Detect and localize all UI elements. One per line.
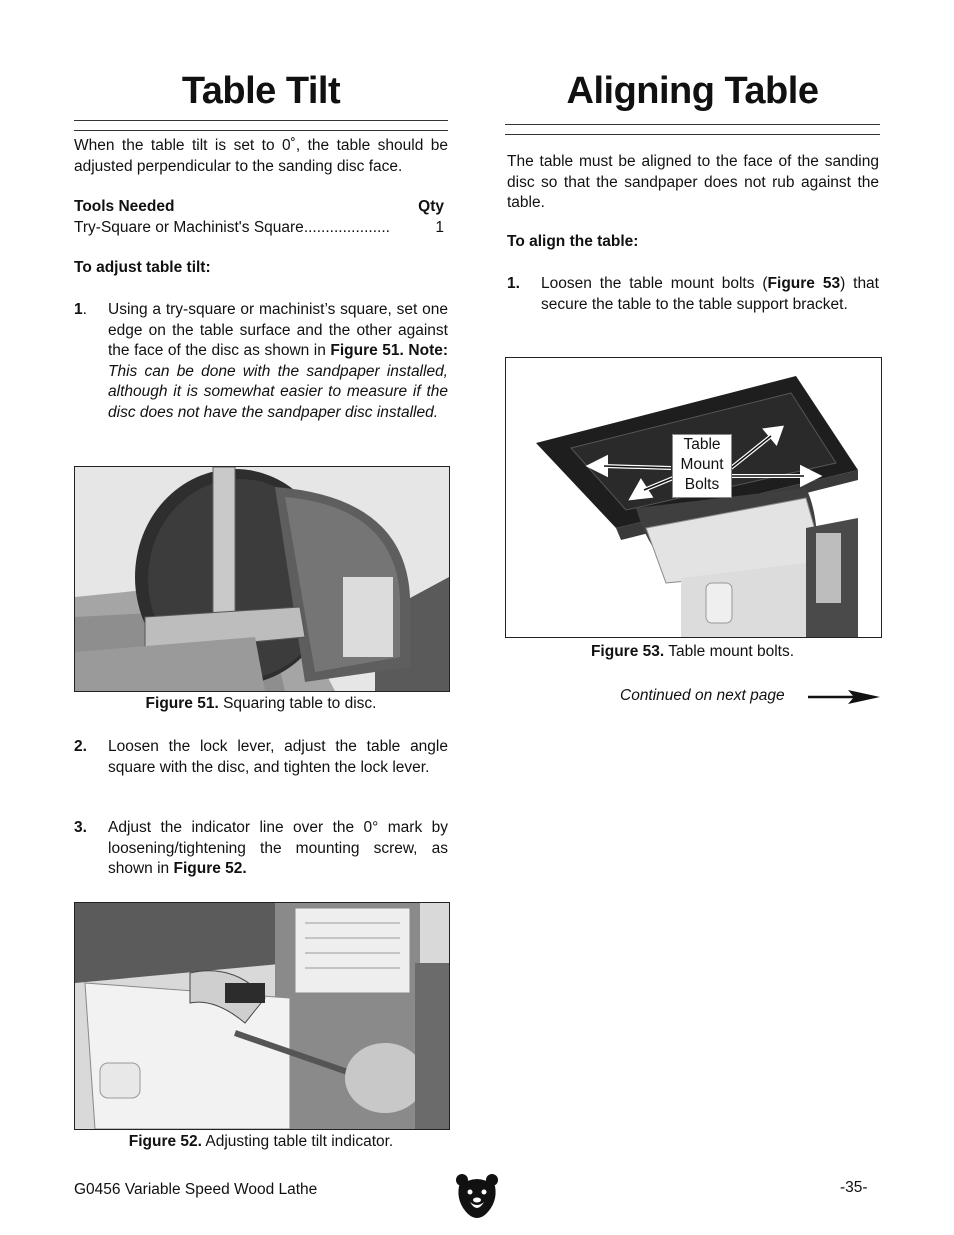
tool-item-dots: .................... xyxy=(303,219,390,236)
figure-52-image xyxy=(74,902,450,1130)
align-header: To align the table: xyxy=(507,233,639,250)
figure-53-caption: Figure 53. Table mount bolts. xyxy=(590,643,795,660)
qty-header-label: Qty xyxy=(418,198,444,215)
step-text: Loosen the table mount bolts (Figure 53) that secure the table to the table support bracket. xyxy=(541,275,879,313)
step-number: 1. xyxy=(74,301,87,318)
step-1-align xyxy=(507,274,879,338)
bear-head-logo-icon xyxy=(456,1172,498,1222)
page-number: -35- xyxy=(840,1179,868,1196)
step-text: Adjust the indicator line over the 0° mark by loosening/tightening the mounting screw, as shown in Figure 52. xyxy=(108,819,448,877)
footer-model: G0456 Variable Speed Wood Lathe xyxy=(74,1181,318,1198)
title-rule-left xyxy=(74,120,448,121)
step-text: Using a try-square or machinist’s square, set one edge on the table surface and the other against the face of the disc as shown in Figure 51. Note: This can be done with the sandpaper installed, although it is somewhat easier to measure if the disc does not have the sandpaper disc installed. xyxy=(108,301,449,421)
tool-item-qty: 1 xyxy=(435,219,444,236)
tool-item-row xyxy=(74,219,444,237)
title-rule-right xyxy=(505,124,880,125)
figure-52-caption: Figure 52. Adjusting table tilt indicator. xyxy=(128,1133,394,1150)
right-arrow-icon xyxy=(808,689,880,705)
step-number: 2. xyxy=(74,738,87,755)
table-tilt-intro: When the table tilt is set to 0˚, the table should be adjusted perpendicular to the sanding disc face. xyxy=(74,137,448,175)
callout-line-3: Bolts xyxy=(684,476,720,493)
aligning-table-intro: The table must be aligned to the face of the sanding disc so that the sandpaper does not rub against the table. xyxy=(507,153,879,211)
continued-on-next-page xyxy=(600,687,880,709)
table-mount-bolts-callout xyxy=(672,434,732,498)
step-1-tilt xyxy=(74,300,448,450)
tools-header-label: Tools Needed xyxy=(74,198,175,215)
callout-line-2: Mount xyxy=(680,456,724,473)
tilt-indicator-illustration xyxy=(75,903,449,1129)
tools-needed-header xyxy=(74,198,444,216)
aligning-table-title: Aligning Table xyxy=(566,70,819,112)
step-number: 1. xyxy=(507,275,520,292)
step-number: 3. xyxy=(74,819,87,836)
step-2-tilt xyxy=(74,737,448,801)
title-rule-right-2 xyxy=(505,134,880,135)
figure-51-caption: Figure 51. Squaring table to disc. xyxy=(145,695,377,712)
title-rule-left-2 xyxy=(74,130,448,131)
step-3-tilt xyxy=(74,818,448,882)
figure-51-image xyxy=(74,466,450,692)
adjust-header: To adjust table tilt: xyxy=(74,259,211,276)
callout-line-1: Table xyxy=(683,436,721,453)
sanding-disc-square-illustration xyxy=(75,467,449,691)
tool-item-name: Try-Square or Machinist's Square xyxy=(74,219,304,236)
step-text: Loosen the lock lever, adjust the table angle square with the disc, and tighten the lock lever. xyxy=(108,738,448,776)
continued-label: Continued on next page xyxy=(620,687,785,704)
table-tilt-title: Table Tilt xyxy=(181,70,341,112)
